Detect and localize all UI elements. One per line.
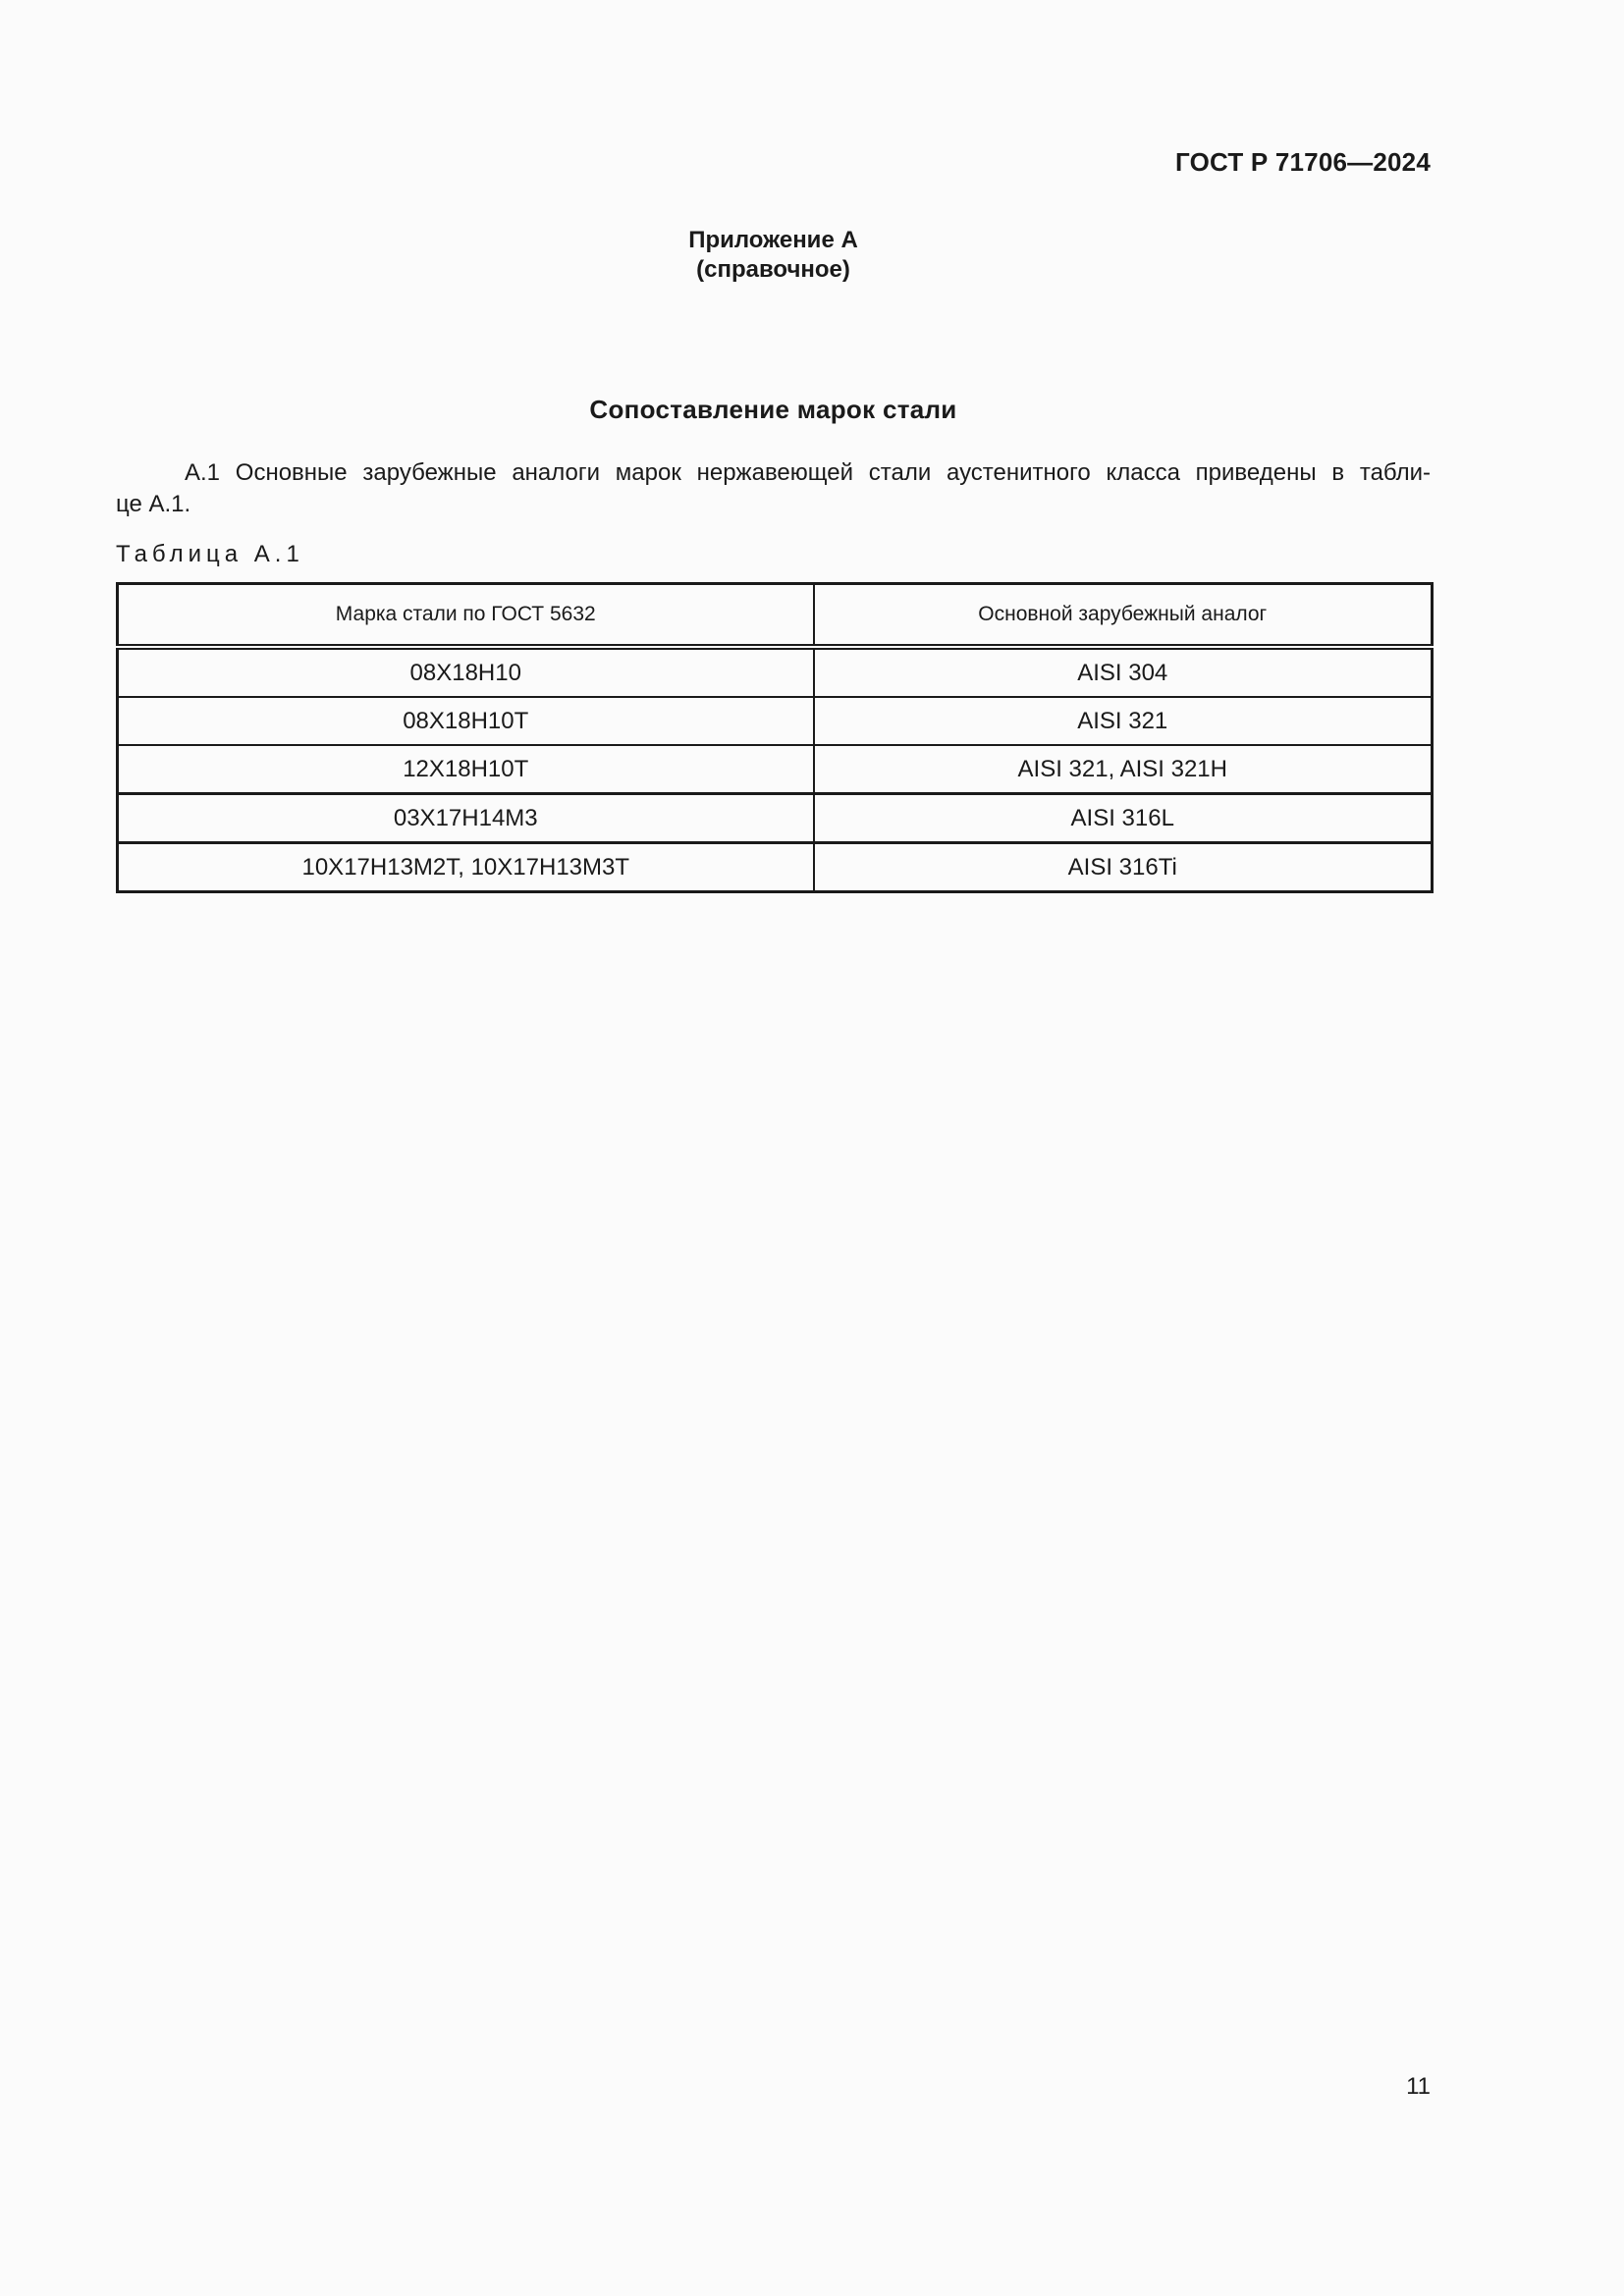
cell-gost-grade: 03Х17Н14М3 [118, 794, 814, 843]
paragraph-line-1: А.1 Основные зарубежные аналоги марок нержавеющей стали аустенитного класса приведены в табли- [185, 459, 1431, 486]
table-row [118, 647, 1433, 697]
table-caption: Таблица А.1 [116, 541, 304, 567]
column-header-foreign-analog: Основной зарубежный аналог [814, 584, 1433, 648]
table-row [118, 794, 1433, 843]
document-code: ГОСТ Р 71706—2024 [1175, 147, 1431, 177]
table-row [118, 697, 1433, 745]
cell-gost-grade: 08Х18Н10 [118, 647, 814, 697]
section-title: Сопоставление марок стали [589, 395, 957, 424]
body-paragraph [116, 457, 1431, 520]
appendix-title: Приложение А [688, 227, 858, 253]
paragraph-line-2: це А.1. [116, 491, 191, 517]
cell-gost-grade: 10Х17Н13М2Т, 10Х17Н13М3Т [118, 843, 814, 892]
cell-foreign-analog: AISI 316L [814, 794, 1433, 843]
appendix-subtitle: (справочное) [696, 256, 850, 283]
page-number: 11 [1406, 2073, 1431, 2100]
steel-grades-table [116, 582, 1434, 893]
cell-foreign-analog: AISI 321, AISI 321H [814, 745, 1433, 794]
appendix-heading [0, 226, 1546, 285]
cell-foreign-analog: AISI 304 [814, 647, 1433, 697]
cell-gost-grade: 12Х18Н10Т [118, 745, 814, 794]
cell-gost-grade: 08Х18Н10Т [118, 697, 814, 745]
table-row [118, 745, 1433, 794]
cell-foreign-analog: AISI 321 [814, 697, 1433, 745]
table-header-row [118, 584, 1433, 648]
steel-grades-table-container [116, 582, 1431, 893]
column-header-gost-grade: Марка стали по ГОСТ 5632 [118, 584, 814, 648]
table-row [118, 843, 1433, 892]
cell-foreign-analog: AISI 316Ti [814, 843, 1433, 892]
